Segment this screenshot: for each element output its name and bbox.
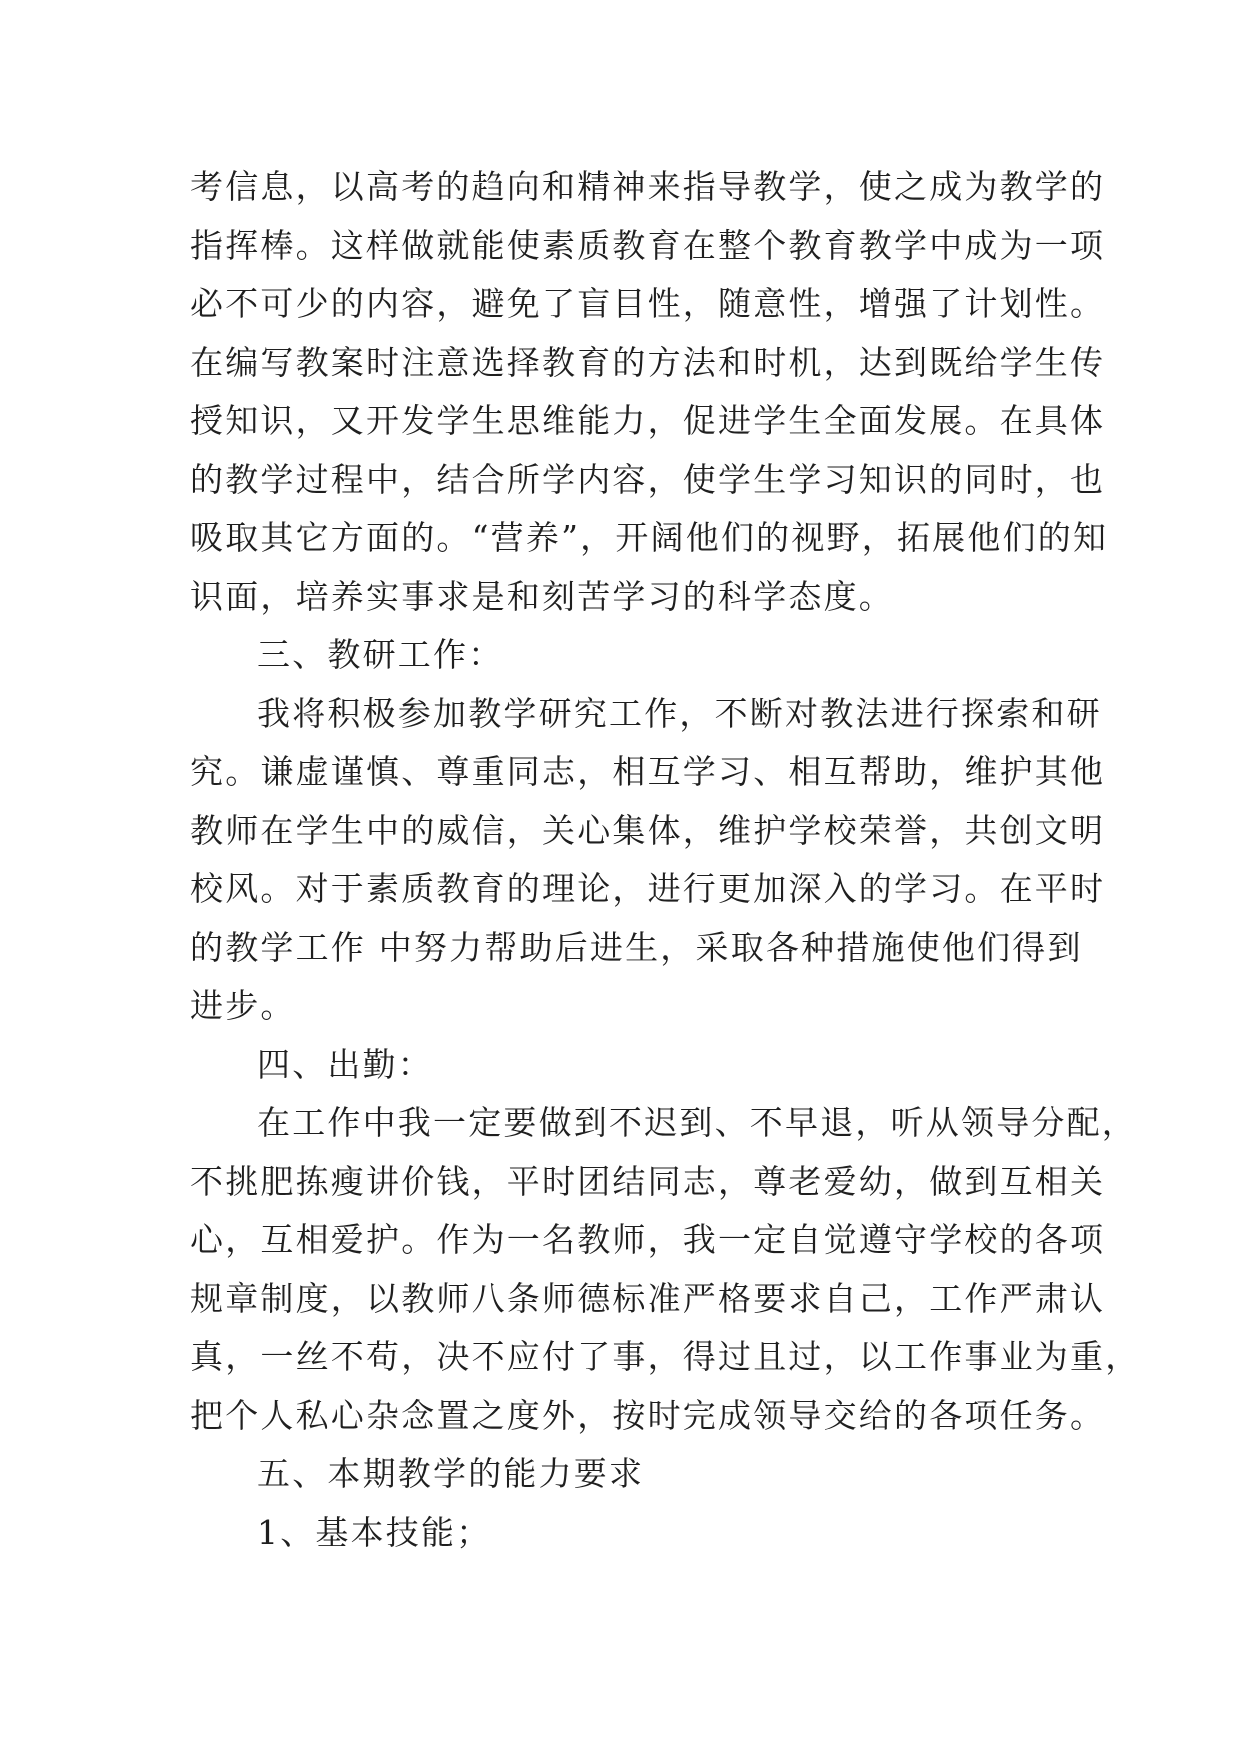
text-line: 1、基本技能； [257,1512,492,1552]
text-line: 指挥棒。这样做就能使素质教育在整个教育教学中成为一项 [190,225,1106,265]
text-line: 教师在学生中的威信，关心集体，维护学校荣誉，共创文明 [190,810,1106,850]
text-line: 四、出勤： [257,1044,433,1084]
text-line: 授知识，又开发学生思维能力，促进学生全面发展。在具体 [190,401,1106,440]
text-line: 在工作中我一定要做到不迟到、不早退，听从领导分配， [257,1103,1137,1142]
text-line: 把个人私心杂念置之度外，按时完成领导交给的各项任务。 [190,1395,1106,1435]
text-line: 校风。对于素质教育的理论，进行更加深入的学习。在平时 [190,869,1106,908]
text-line: 的教学工作 中努力帮助后进生，采取各种措施使他们得到 [190,927,1083,967]
text-line: 心，互相爱护。作为一名教师，我一定自觉遵守学校的各项 [190,1220,1106,1259]
text-line: 不挑肥拣瘦讲价钱，平时团结同志，尊老爱幼，做到互相关 [190,1161,1106,1201]
text-line: 必不可少的内容，避免了盲目性，随意性，增强了计划性。 [190,284,1106,323]
text-line: 三、教研工作： [257,635,504,674]
text-line: 规章制度，以教师八条师德标准严格要求自己，工作严肃认 [190,1278,1106,1318]
text-line: 的教学过程中，结合所学内容，使学生学习知识的同时，也 [190,459,1106,499]
text-line: 真，一丝不苟，决不应付了事，得过且过，以工作事业为重， [190,1337,1141,1376]
text-line: 识面，培养实事求是和刻苦学习的科学态度。 [190,576,894,616]
text-line: 五、本期教学的能力要求 [257,1454,645,1493]
text-line: 考信息，以高考的趋向和精神来指导教学，使之成为教学的 [190,167,1106,206]
text-line: 我将积极参加教学研究工作，不断对教法进行探索和研 [257,693,1102,733]
text-line: 吸取其它方面的。“营养”，开阔他们的视野，拓展他们的知 [190,518,1109,557]
text-line: 进步。 [190,986,296,1025]
text-line: 究。谦虚谨慎、尊重同志，相互学习、相互帮助，维护其他 [190,752,1106,791]
text-line: 在编写教案时注意选择教育的方法和时机，达到既给学生传 [190,342,1106,382]
document-body [190,158,1141,1562]
